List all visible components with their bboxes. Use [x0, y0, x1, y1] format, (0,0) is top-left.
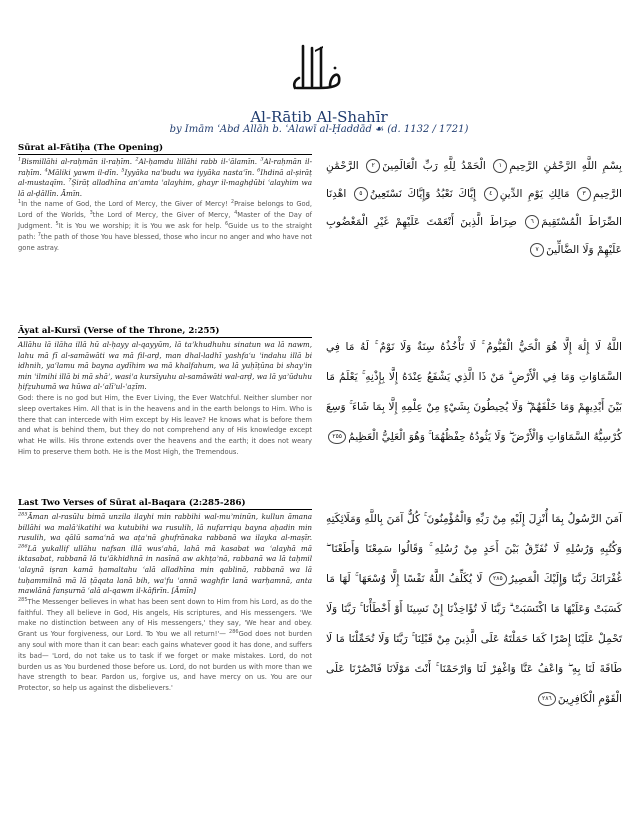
verse-text: the Lord of Mercy, the Giver of Mercy, — [92, 211, 235, 220]
verse-number: 4 — [234, 209, 238, 216]
verse-number: 286 — [229, 628, 239, 635]
arabic-verse: آمَنَ الرَّسُولُ بِمَا أُنْزِلَ إِلَيْهِ مِنْ رَبِّهِ وَالْمُؤْمِنُونَ ۚ كُلٌّ آمَنَ بِاللَّهِ وَمَلَائِكَتِهِ وَكُتُبِهِ وَرُسُلِهِ لَا نُفَرِّقُ بَيْنَ أَحَدٍ مِنْ رُسُلِهِ ۚ وَقَالُوا سَمِعْنَا وَأَطَعْنَا ۖ غُفْرَانَكَ رَبَّنَا وَإِلَيْكَ الْمَصِيرُ — [326, 513, 622, 585]
byline-author: by Imām ʿAbd Allāh b. ʿAlawī al-Ḥaddād — [169, 124, 372, 135]
verse-number: 7 — [68, 177, 72, 184]
section-heading: Āyat al-Kursī (Verse of the Throne, 2:255) — [18, 326, 312, 338]
verse-number: 7 — [37, 231, 41, 238]
arabic-ayat-al-kursi — [326, 332, 622, 452]
verse-end-marker: ٢٥٥ — [328, 430, 346, 444]
transliteration — [18, 512, 312, 597]
verse-text: Ṣirāṭ alladhīna anʿamta ʿalayhim, ghayr il-maghḍūbi ʿalayhim wa lā al-ḍāllīn. Āmīn. — [18, 178, 312, 198]
translation — [18, 597, 312, 694]
arabic-verse: اللَّهُ لَا إِلَٰهَ إِلَّا هُوَ الْحَيُّ الْقَيُّومُ ۚ لَا تَأْخُذُهُ سِنَةٌ وَلَا نَوْمٌ ۚ لَهُ مَا فِي السَّمَاوَاتِ وَمَا فِي الْأَرْضِ ۗ مَنْ ذَا الَّذِي يَشْفَعُ عِنْدَهُ إِلَّا بِإِذْنِهِ ۚ يَعْلَمُ مَا بَيْنَ أَيْدِيهِمْ وَمَا خَلْفَهُمْ ۖ وَلَا يُحِيطُونَ بِشَيْءٍ مِنْ عِلْمِهِ إِلَّا بِمَا شَاءَ ۚ وَسِعَ كُرْسِيُّهُ السَّمَاوَاتِ وَالْأَرْضَ ۖ وَلَا يَئُودُهُ حِفْظُهُمَا ۚ وَهُوَ الْعَلِيُّ الْعَظِيمُ — [326, 341, 622, 443]
verse-end-marker: ١ — [493, 159, 507, 173]
verse-number: 286 — [18, 543, 28, 550]
verse-text: It is You we worship; it is You we ask for help. — [58, 221, 225, 230]
arabic-verse: بِسْمِ اللَّهِ الرَّحْمَٰنِ الرَّحِيمِ — [509, 160, 622, 172]
allah-calligraphy-logo — [289, 40, 349, 92]
verse-number: 3 — [260, 156, 264, 163]
verse-end-marker: ٦ — [525, 215, 539, 229]
verse-text: In the name of God, the Lord of Mercy, the Giver of Mercy! — [21, 200, 231, 209]
translation — [18, 199, 312, 253]
section-heading: Last Two Verses of Sūrat al-Baqara (2:285-286) — [18, 498, 312, 510]
section-baqara-285-286 — [18, 498, 312, 694]
transliteration — [18, 157, 312, 199]
verse-text: Ihdinā al-ṣirāṭ al-mustaqīm. — [18, 167, 312, 188]
verse-number: 4 — [44, 167, 48, 174]
verse-number: 2 — [135, 156, 139, 163]
verse-text: Guide us to the straight path: — [18, 221, 312, 241]
verse-end-marker: ٢٨٥ — [489, 572, 507, 586]
translation — [18, 393, 312, 458]
byline-dates: (d. 1132 / 1721) — [387, 124, 469, 135]
author-byline — [0, 124, 638, 135]
verse-end-marker: ٥ — [354, 187, 368, 201]
verse-text: Al-ḥamdu lillāhi rabb il-ʿālamīn. — [138, 157, 261, 166]
arabic-verse: مَالِكِ يَوْمِ الدِّينِ — [499, 188, 570, 200]
verse-text: Bismillāhi al-raḥmān il-raḥīm. — [21, 157, 136, 166]
verse-text: God does not burden any soul with more than it can bear: each gains whatever good it has done, and suffers its bad— 'Lord, do not take us to task if we forget or make mistakes. Lord, do not burden us as You burdened those before us. Lord, do not burden us with more than we have strength to bear. Pardon us, forgive us, and have mercy on us. You are our Protector, so help us against the disbelievers.' — [18, 630, 312, 693]
transliteration — [18, 340, 312, 393]
verse-end-marker: ٢ — [366, 159, 380, 173]
verse-number: 1 — [18, 199, 22, 206]
verse-text: Praise belongs to God, Lord of the Worlds, — [18, 200, 312, 220]
section-heading: Sūrat al-Fātiḥa (The Opening) — [18, 143, 312, 155]
verse-end-marker: ٤ — [484, 187, 498, 201]
verse-text: God: there is no god but Him, the Ever Living, the Ever Watchful. Neither slumber nor sleep overtakes Him. All that is in the heavens and in the earth belongs to Him. Who is there that can intercede with Him except by His leave? He knows what is before them and what is behind them, but they do not comprehend any of His knowledge except what He wills. His throne extends over the heavens and the earth; it does not weary Him to preserve them both. He is the Most High, the Tremendous. — [18, 393, 312, 456]
verse-text: Lā yukallif ullāhu nafsan illā wusʿahā, lahā mā kasabat wa ʿalayhā mā iktasabat, rabbanā lā tuʾākhidhnā in nasīnā aw akhṭaʾnā, rabbanā wa lā taḥmil ʿalaynā iṣran kamā ḥamaltahu ʿalā alladhīna min qablinā, rabbanā wa lā tuḥammilnā mā lā ṭāqata lanā bih, waʿfu ʿannā waghfir lanā warḥamnā, anta mawlānā fanṣurnā ʿalā al-qawm il-kāfirīn. [Āmīn] — [18, 543, 312, 596]
verse-text: Al-raḥmān il-raḥīm. — [18, 157, 312, 177]
arabic-verse: الْحَمْدُ لِلَّهِ رَبِّ الْعَالَمِينَ — [382, 160, 486, 172]
arabic-baqara — [326, 504, 622, 714]
verse-text: Iyyāka naʿbudu wa iyyāka nastaʿīn. — [124, 167, 258, 177]
verse-number: 3 — [89, 209, 93, 216]
section-ayat-al-kursi — [18, 326, 312, 458]
verse-number: 1 — [18, 156, 22, 163]
page-title: Al-Rātib Al-Shahīr — [250, 108, 388, 126]
section-fatiha — [18, 143, 312, 253]
verse-end-marker: ٣ — [577, 187, 591, 201]
verse-text: the path of those You have blessed, those who incur no anger and who have not gone astray. — [18, 232, 312, 252]
verse-number: 6 — [257, 167, 261, 174]
arabic-fatiha — [326, 152, 622, 264]
verse-text: Allāhu lā ilāha illā hū al-ḥayy al-qayyūm, lā taʾkhudhuhu sinatun wa lā nawm, lahu mā fī al-samāwāti wa mā fil-arḍ, man dhal-ladhī yashfaʿu ʿindahu illā bi idhnih, yaʿlamu mā bayna aydīhim wa mā khalfahum, wa lā yuḥīṭūna bi shayʾin min ʿilmihi illā bi mā shāʾ, wasiʿa kursīyuhu al-samāwāti wal-arḍ, wa lā yaʾūduhu ḥifẓuhumā wa hūwa al-ʿalīʾul-ʿaẓīm. — [18, 340, 312, 392]
verse-number: 2 — [230, 199, 235, 206]
honorific-icon: ☙ — [375, 124, 385, 135]
arabic-verse: إِيَّاكَ نَعْبُدُ وَإِيَّاكَ نَسْتَعِينُ — [369, 188, 477, 200]
arabic-verse: صِرَاطَ الَّذِينَ أَنْعَمْتَ عَلَيْهِمْ غَيْرِ الْمَغْضُوبِ عَلَيْهِمْ وَلَا الضَّالِّينَ — [326, 216, 622, 256]
verse-number: 285 — [18, 596, 28, 603]
verse-number: 285 — [18, 511, 28, 518]
verse-end-marker: ٧ — [530, 243, 544, 257]
verse-number: 6 — [224, 220, 229, 227]
arabic-verse: الرَّحْمَٰنِ الرَّحِيمِ — [326, 160, 622, 200]
verse-end-marker: ٢٨٦ — [538, 692, 556, 706]
arabic-verse: لَا يُكَلِّفُ اللَّهُ نَفْسًا إِلَّا وُسْعَهَا ۚ لَهَا مَا كَسَبَتْ وَعَلَيْهَا مَا اكْتَسَبَتْ ۗ رَبَّنَا لَا تُؤَاخِذْنَا إِنْ نَسِينَا أَوْ أَخْطَأْنَا ۚ رَبَّنَا وَلَا تَحْمِلْ عَلَيْنَا إِصْرًا كَمَا حَمَلْتَهُ عَلَى الَّذِينَ مِنْ قَبْلِنَا ۚ رَبَّنَا وَلَا تُحَمِّلْنَا مَا لَا طَاقَةَ لَنَا بِهِ ۖ وَاعْفُ عَنَّا وَاغْفِرْ لَنَا وَارْحَمْنَا ۚ أَنْتَ مَوْلَانَا فَانْصُرْنَا عَلَى الْقَوْمِ الْكَافِرِينَ — [326, 573, 622, 705]
verse-text: Māliki yawm il-dīn. — [47, 167, 122, 177]
verse-text: Āman al-rasūlu bimā unzila ilayhi min rabbihi wal-muʾminūn, kullun āmana billāhi wa malāʾikatihi wa kutubihi wa rusulih, lā nufarriqu bayna aḥadin min rusulih, wa qālū samaʿnā wa aṭaʿnā ghufrānaka rabbanā wa ilayka al-maṣīr. — [18, 512, 312, 543]
arabic-verse: اهْدِنَا الصِّرَاطَ الْمُسْتَقِيمَ — [326, 188, 622, 228]
verse-number: 5 — [121, 167, 125, 174]
verse-text: The Messenger believes in what has been sent down to Him from his Lord, as do the faithful. They all believe in God, His angels, His scriptures, and His messengers. 'We make no distinction between any of His messengers,' they say, 'We hear and obey. Grant us Your forgiveness, our Lord. To You we all return!'— — [18, 597, 312, 639]
verse-text: Master of the Day of Judgment. — [18, 211, 312, 230]
verse-number: 5 — [55, 220, 59, 227]
